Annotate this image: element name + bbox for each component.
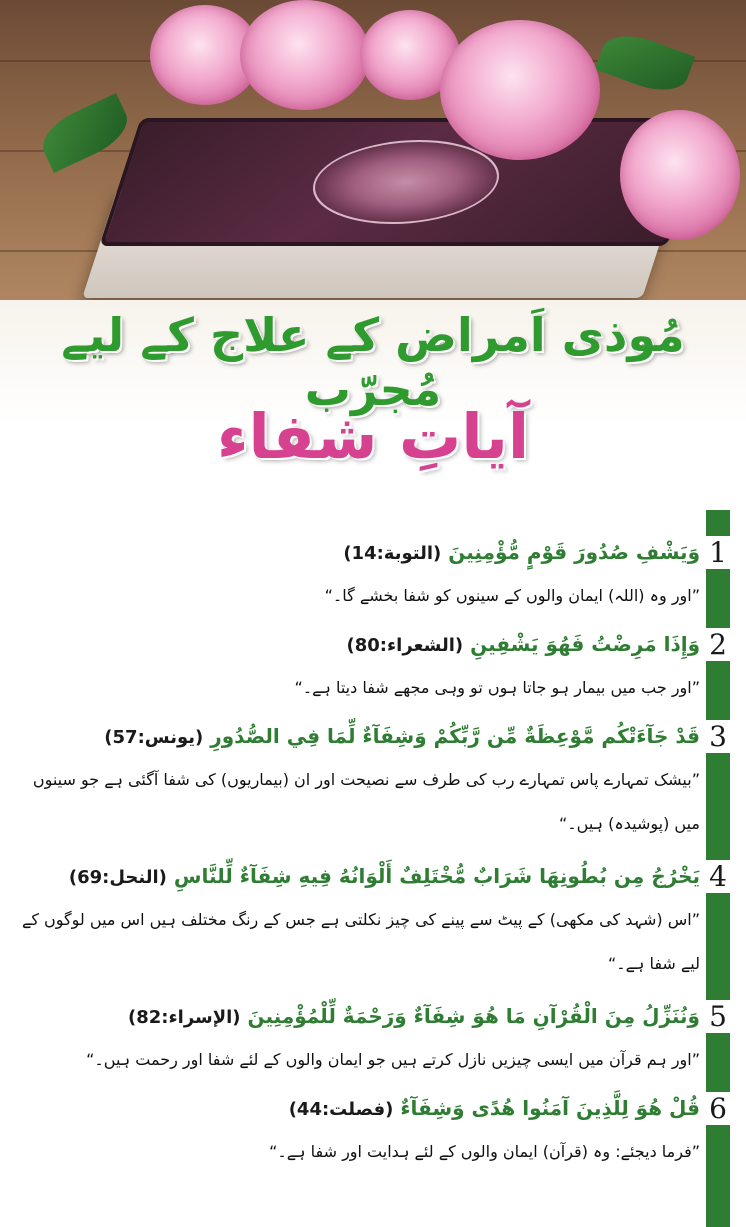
book-ornament — [300, 140, 511, 224]
header-illustration — [0, 0, 746, 330]
verse-reference: (یونس:57) — [104, 727, 204, 748]
leaf — [595, 26, 695, 100]
page-title: مُوذی اَمراض کے علاج کے لیے مُجرّب — [61, 308, 685, 416]
rose — [620, 110, 740, 240]
verse-text: يَخْرُجُ مِن بُطُونِهَا شَرَابٌ مُّخْتَلِفٌ أَلْوَانُهُ فِيهِ شِفَآءٌ لِّلنَّاسِ — [173, 864, 700, 888]
verse-translation: ”اور جب میں بیمار ہو جاتا ہوں تو وہی مجھے شفا دیتا ہے۔“ — [294, 678, 700, 697]
rose — [240, 0, 370, 110]
verse-arabic — [30, 1096, 700, 1120]
title-area — [0, 300, 746, 510]
verse-translation: ”اور وہ (اللہ) ایمان والوں کے سینوں کو شفا بخشے گا۔“ — [324, 586, 700, 605]
verse-reference: (فصلت:44) — [288, 1099, 394, 1120]
verse-arabic — [30, 1004, 700, 1028]
verse-text: قُلْ هُوَ لِلَّذِينَ آمَنُوا هُدًى وَشِفَآءٌ — [400, 1096, 700, 1120]
book-cover — [99, 118, 709, 246]
verse-reference: (التوبة:14) — [343, 543, 442, 564]
verse-reference: (النحل:69) — [68, 867, 167, 888]
verse-reference: (الإسراء:82) — [127, 1007, 241, 1028]
verse-number: 2 — [704, 628, 732, 661]
verses-list — [0, 510, 746, 1227]
quran-book-image — [100, 118, 700, 298]
verse-arabic — [30, 632, 700, 656]
verse-text: قَدْ جَآءَتْكُم مَّوْعِظَةٌ مِّن رَّبِّكُمْ وَشِفَآءٌ لِّمَا فِي الصُّدُورِ — [210, 724, 700, 748]
verse-translation: ”اور ہم قرآن میں ایسی چیزیں نازل کرتے ہیں جو ایمان والوں کے لئے شفا اور رحمت ہیں۔“ — [86, 1050, 700, 1069]
verse-number: 6 — [704, 1092, 732, 1125]
verse-translation: ”بیشک تمہارے پاس تمہارے رب کی طرف سے نصیحت اور ان (بیماریوں) کی شفا آگئی ہے جو سینوں میں (پوشیدہ) ہیں۔“ — [32, 770, 700, 833]
verse-number: 4 — [704, 860, 732, 893]
verse-text: وَيَشْفِ صُدُورَ قَوْمٍ مُّؤْمِنِينَ — [448, 540, 700, 564]
verse-translation: ”اس (شہد کی مکھی) کے پیٹ سے پینے کی چیز نکلتی ہے جس کے رنگ مختلف ہیں اس میں لوگوں کے لیے شفا ہے۔“ — [21, 910, 700, 973]
verse-reference: (الشعراء:80) — [346, 635, 464, 656]
verse-text: وَنُنَزِّلُ مِنَ الْقُرْآنِ مَا هُوَ شِفَآءٌ وَرَحْمَةٌ لِّلْمُؤْمِنِينَ — [247, 1004, 700, 1028]
verse-text: وَإِذَا مَرِضْتُ فَهُوَ يَشْفِينِ — [470, 632, 700, 656]
verse-number: 1 — [704, 536, 732, 569]
verse-number: 5 — [704, 1000, 732, 1033]
verse-arabic — [30, 724, 700, 748]
page-subtitle: آیاتِ شفاء — [216, 400, 530, 473]
verse-arabic — [30, 864, 700, 888]
verse-arabic — [30, 540, 700, 564]
verse-number: 3 — [704, 720, 732, 753]
verse-translation: ”فرما دیجئے: وہ (قرآن) ایمان والوں کے لئے ہدایت اور شفا ہے۔“ — [269, 1142, 700, 1161]
rose — [440, 20, 600, 160]
